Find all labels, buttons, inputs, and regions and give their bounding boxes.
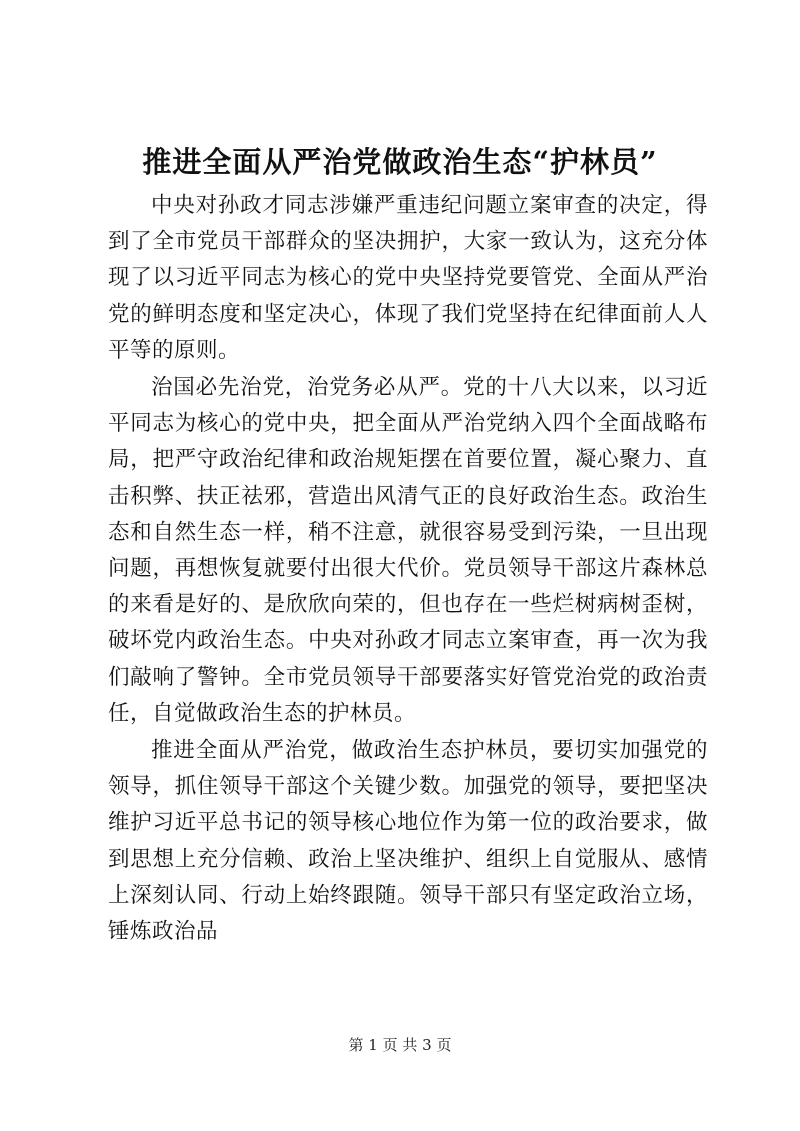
page-footer: 第 1 页 共 3 页 xyxy=(348,1036,452,1054)
paragraph-3: 推进全面从严治党，做政治生态护林员，要切实加强党的领导，抓住领导干部这个关键少数。加强党的领导，要把坚决维护习近平总书记的领导核心地位作为第一位的政治要求，做到思想上充分信赖、政治上坚决维护、组织上自觉服从、感情上深刻认同、行动上始终跟随。领导干部只有坚定政治立场，锤炼政治品 xyxy=(108,738,708,945)
document-body xyxy=(108,188,708,951)
paragraph-2: 治国必先治党，治党务必从严。党的十八大以来，以习近平同志为核心的党中央，把全面从严治党纳入四个全面战略布局，把严守政治纪律和政治规矩摆在首要位置，凝心聚力、直击积弊、扶正祛邪，营造出风清气正的良好政治生态。政治生态和自然生态一样，稍不注意，就很容易受到污染，一旦出现问题，再想恢复就要付出很大代价。党员领导干部这片森林总的来看是好的、是欣欣向荣的，但也存在一些烂树病树歪树，破坏党内政治生态。中央对孙政才同志立案审查，再一次为我们敲响了警钟。全市党员领导干部要落实好管党治党的政治责任，自觉做政治生态的护林员。 xyxy=(108,375,708,726)
paragraph-1: 中央对孙政才同志涉嫌严重违纪问题立案审查的决定，得到了全市党员干部群众的坚决拥护，大家一致认为，这充分体现了以习近平同志为核心的党中央坚持党要管党、全面从严治党的鲜明态度和坚定决心，体现了我们党坚持在纪律面前人人平等的原则。 xyxy=(108,193,708,363)
document-title: 推进全面从严治党做政治生态“护林员” xyxy=(142,145,658,179)
